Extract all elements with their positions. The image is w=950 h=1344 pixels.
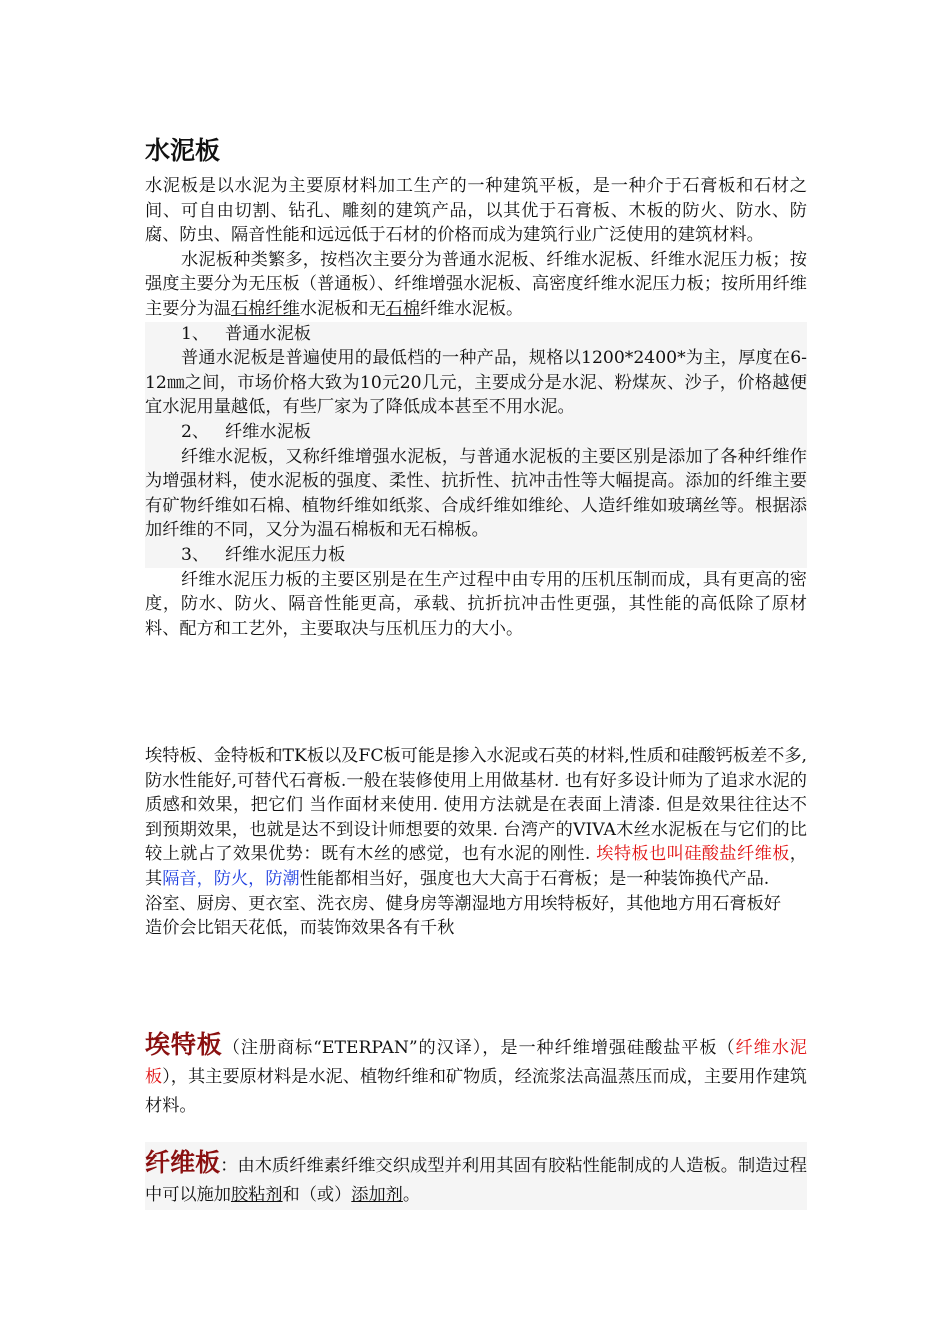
intro-paragraph: 水泥板是以水泥为主要原材料加工生产的一种建筑平板，是一种介于石膏板和石材之间、可自由切割、钻孔、雕刻的建筑产品，以其优于石膏板、木板的防火、防水、防腐、防虫、隔音性能和远远低于石材的价格而成为建筑行业广泛使用的建筑材料。: [145, 176, 807, 246]
highlight-blue: 隔音，防火，防潮: [162, 868, 300, 889]
highlight-fiber-cement: 纤维水泥板: [145, 1038, 807, 1087]
fiber-board-paragraph: 纤维水泥板，又称纤维增强水泥板，与普通水泥板的主要区别是添加了各种纤维作为增强材料，使水泥板的强度、柔性、抗折性、抗冲击性等大幅提高。添加的纤维主要有矿物纤维如石棉、植物纤维如纸浆、合成纤维如维纶、人造纤维如玻璃丝等。根据添加纤维的不同，又分为温石棉板和无石棉板。: [145, 445, 807, 543]
eterpan-definition: 埃特板（注册商标“ETERPAN”的汉译），是一种纤维增强硅酸盐平板（纤维水泥板），其主要原材料是水泥、植物纤维和矿物质，经流浆法高温蒸压而成，主要用作建筑材料。: [145, 1030, 807, 1116]
heading-fiber-board: 2、 纤维水泥板: [145, 420, 807, 445]
term-eterpan: 埃特板: [145, 1030, 223, 1059]
heading-ordinary-board: 1、 普通水泥板: [145, 322, 807, 347]
eterpan-paragraph: 埃特板、金特板和TK板以及FC板可能是掺入水泥或石英的材料,性质和硅酸钙板差不多,防水性能好,可替代石膏板.一般在装修使用上用做基材. 也有好多设计师为了追求水泥的质感和效果，把它们 当作面材来使用. 使用方法就是在表面上清漆. 但是效果往往达不到预期效果，也就是达不到设计师想要的效果. 台湾产的VIVA木丝水泥板在与它们的比较上就占了效果优势：既有木丝的感觉，也有水泥的刚性. 埃特板也叫硅酸盐纤维板，其隔音，防火，防潮性能都相当好，强度也大大高于石膏板；是一种装饰换代产品.: [145, 746, 807, 889]
usage-line: 浴室、厨房、更衣室、洗衣房、健身房等潮湿地方用埃特板好，其他地方用石膏板好: [145, 893, 781, 914]
cost-line: 造价会比铝天花低，而装饰效果各有千秋: [145, 918, 455, 939]
heading-pressure-board: 3、 纤维水泥压力板: [145, 543, 807, 568]
section-eterpan-definition: [145, 1030, 807, 1121]
types-paragraph: 水泥板种类繁多，按档次主要分为普通水泥板、纤维水泥板、纤维水泥压力板；按强度主要分为无压板（普通板）、纤维增强水泥板、高密度纤维水泥压力板；按所用纤维主要分为温石棉纤维水泥板和无石棉纤维水泥板。: [145, 249, 807, 319]
section-fiberboard-definition: [145, 1142, 807, 1210]
section-eterpan-notes: [145, 744, 807, 941]
link-asbestos[interactable]: 石棉: [385, 298, 421, 319]
link-adhesive[interactable]: 胶粘剂: [230, 1185, 283, 1205]
highlight-red: 埃特板也叫硅酸盐纤维板: [596, 844, 790, 865]
term-fiberboard: 纤维板: [145, 1148, 221, 1177]
page-title: 水泥板: [145, 136, 221, 165]
link-additive[interactable]: 添加剂: [351, 1185, 403, 1205]
fiberboard-definition: 纤维板：由木质纤维素纤维交织成型并利用其固有胶粘性能制成的人造板。制造过程中可以施加胶粘剂和（或）添加剂。: [145, 1148, 807, 1205]
ordinary-board-paragraph: 普通水泥板是普遍使用的最低档的一种产品，规格以1200*2400*为主，厚度在6-12㎜之间，市场价格大致为10元20几元，主要成分是水泥、粉煤灰、沙子，价格越便宜水泥用量越低，有些厂家为了降低成本甚至不用水泥。: [145, 346, 807, 420]
link-asbestos-fiber[interactable]: 石棉纤维: [230, 298, 300, 319]
section-cement-board: [145, 174, 807, 641]
pressure-board-paragraph: 纤维水泥压力板的主要区别是在生产过程中由专用的压机压制而成，具有更高的密度，防水、防火、隔音性能更高，承载、抗折抗冲击性更强，其性能的高低除了原材料、配方和工艺外，主要取决与压机压力的大小。: [145, 569, 807, 639]
